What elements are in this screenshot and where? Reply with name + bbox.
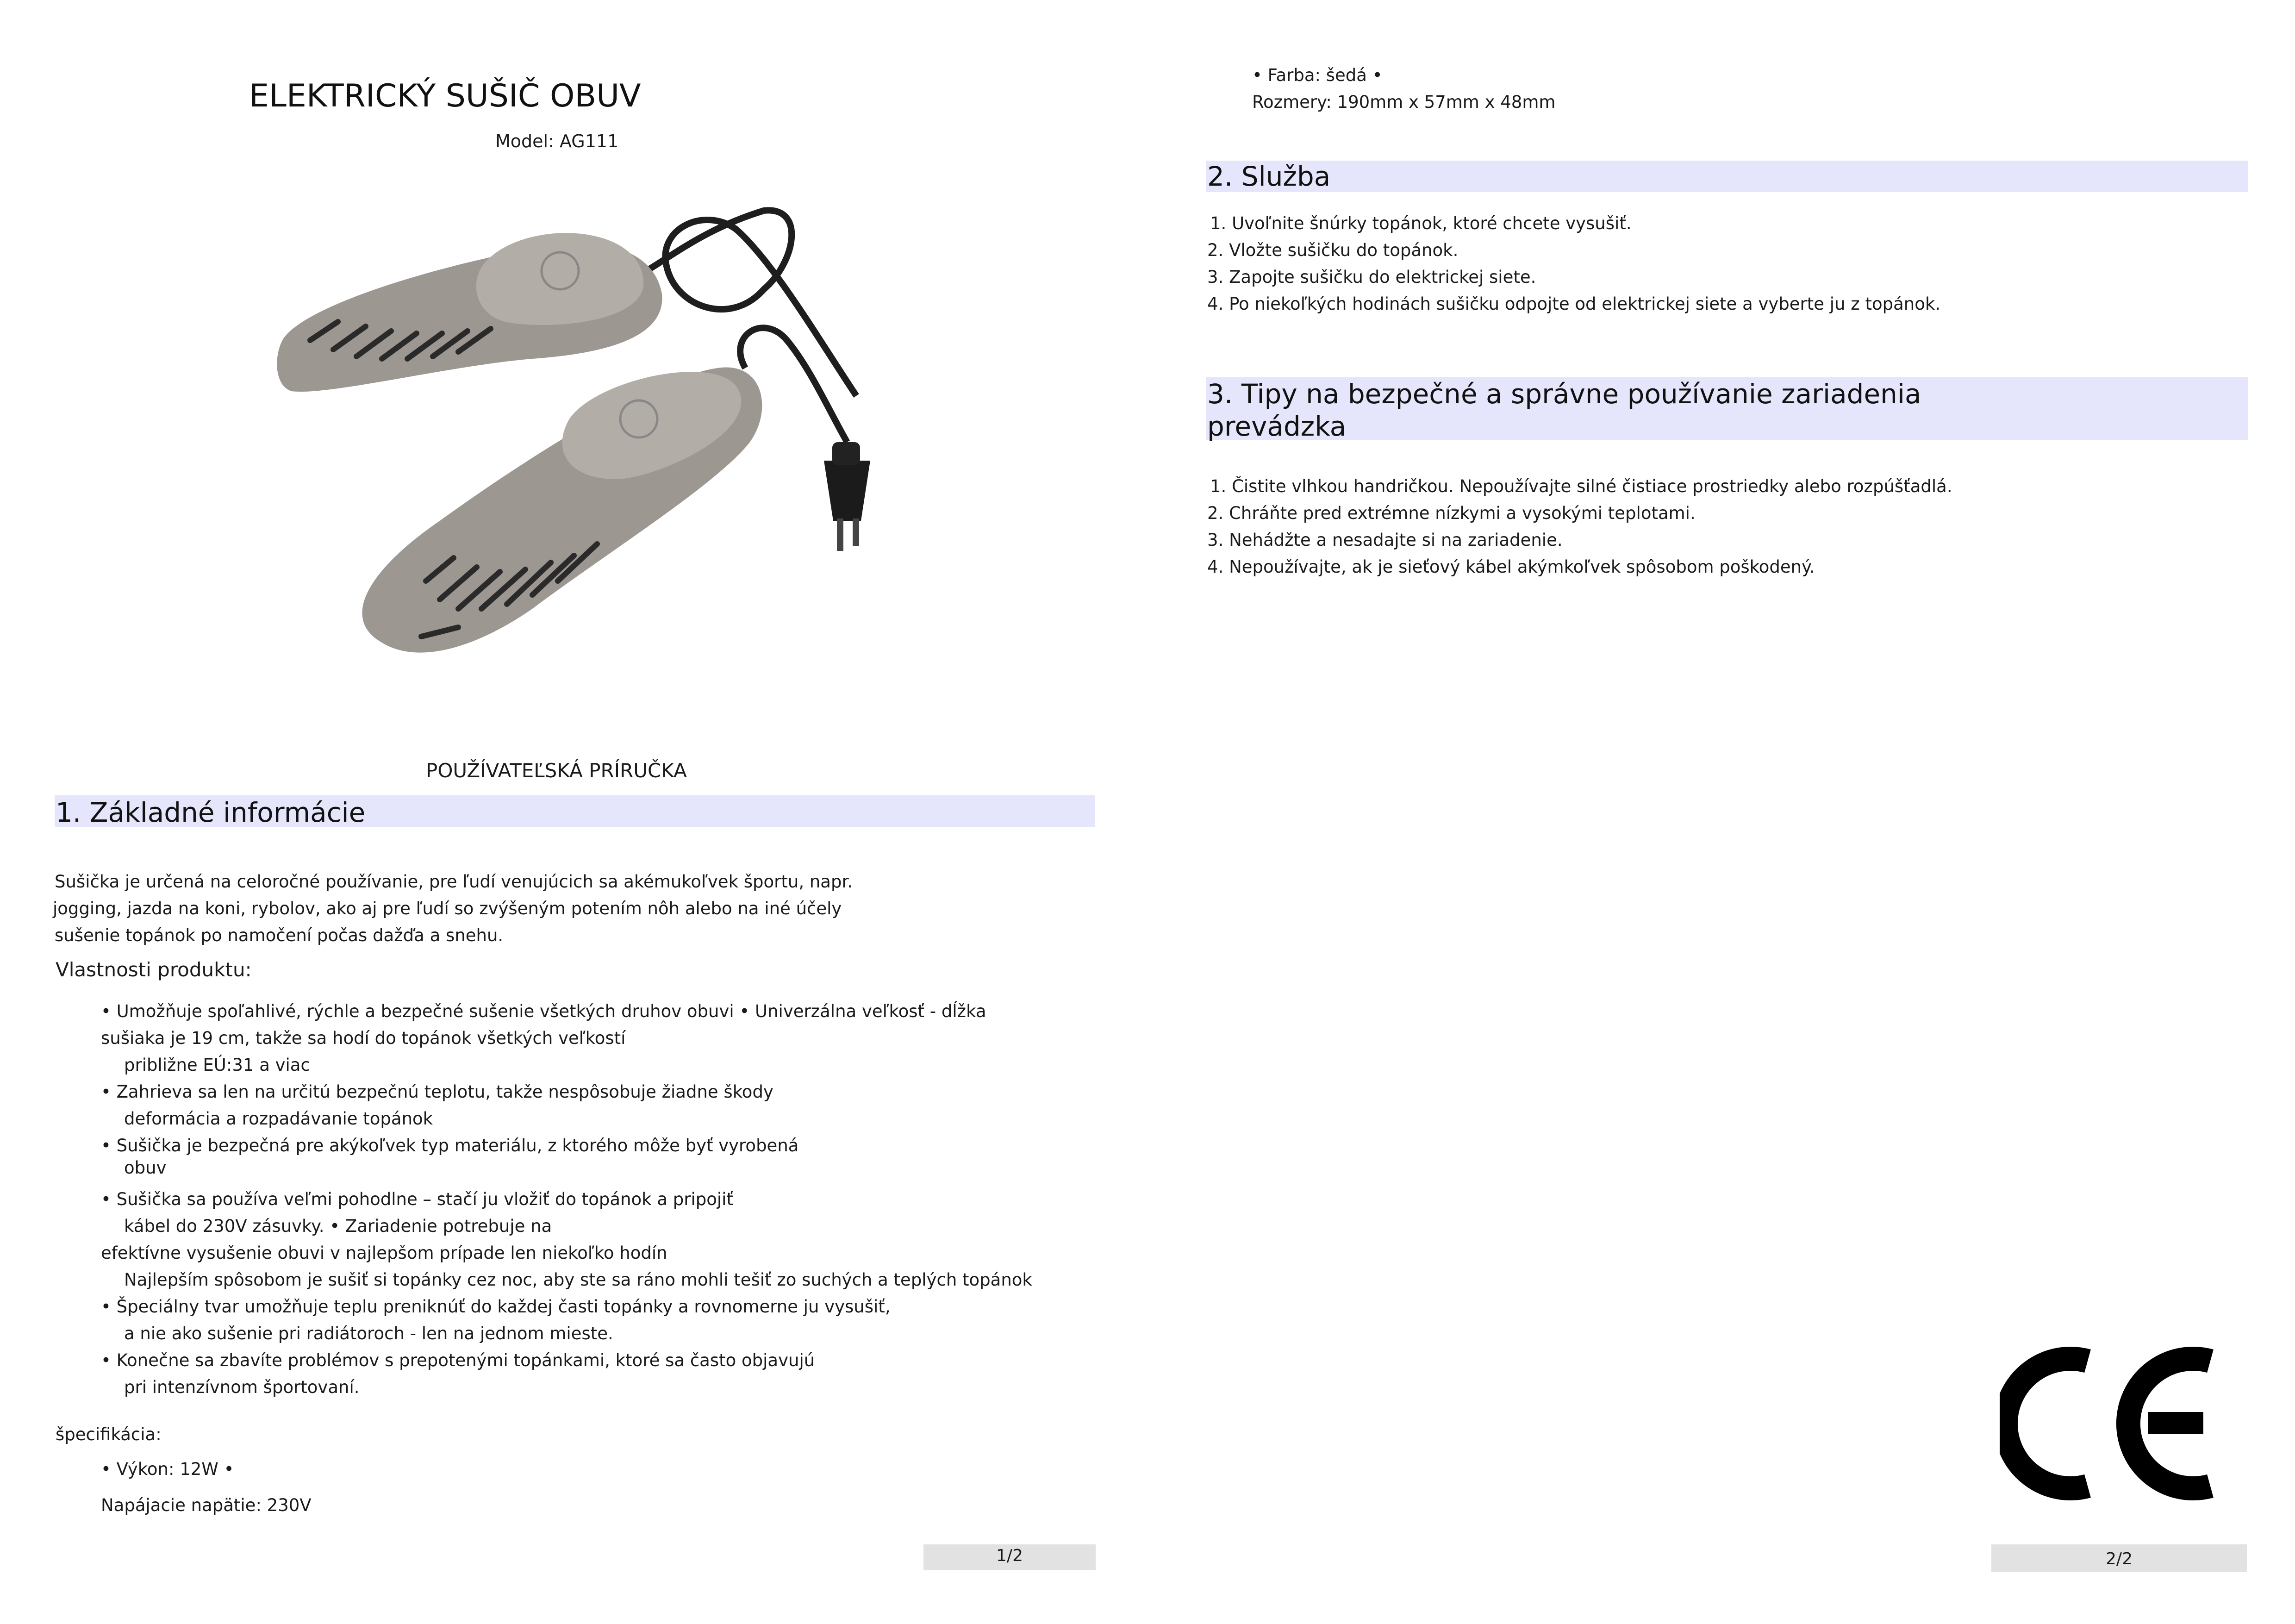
plug-icon bbox=[824, 442, 870, 551]
intro-paragraph bbox=[55, 868, 853, 949]
ce-mark-icon bbox=[2000, 1343, 2222, 1505]
list-item: 4. Nepoužívajte, ak je sieťový kábel akýmkoľvek spôsobom poškodený. bbox=[1207, 557, 1815, 577]
intro-line: jogging, jazda na koni, rybolov, ako aj pre ľudí so zvýšeným potením nôh alebo na iné účely bbox=[53, 899, 842, 918]
section1-heading: 1. Základné informácie bbox=[56, 797, 366, 828]
features-heading: Vlastnosti produktu: bbox=[56, 958, 252, 981]
product-photo bbox=[273, 201, 893, 687]
feature-line: • Umožňuje spoľahlivé, rýchle a bezpečné sušenie všetkých druhov obuvi • Univerzálna veľkosť - dĺžka bbox=[101, 1001, 986, 1021]
feature-line: približne EÚ:31 a viac bbox=[124, 1055, 310, 1075]
section3-heading-line: 3. Tipy na bezpečné a správne používanie zariadenia bbox=[1207, 378, 1921, 410]
list-item: 2. Vložte sušičku do topánok. bbox=[1207, 240, 1459, 260]
section2-heading: 2. Služba bbox=[1207, 161, 1331, 192]
feature-line: • Zahrieva sa len na určitú bezpečnú teplotu, takže nespôsobuje žiadne škody bbox=[101, 1082, 773, 1102]
service-steps bbox=[1207, 210, 1940, 318]
spec-heading: špecifikácia: bbox=[56, 1424, 162, 1444]
spec-line: • Výkon: 12W • bbox=[101, 1459, 234, 1479]
list-item: 3. Nehádžte a nesadajte si na zariadenie. bbox=[1207, 530, 1563, 550]
lower-dryer bbox=[362, 368, 762, 653]
list-item: 2. Chráňte pred extrémne nízkymi a vysokými teplotami. bbox=[1207, 503, 1696, 523]
feature-line: sušiaka je 19 cm, takže sa hodí do topánok všetkých veľkostí bbox=[101, 1028, 626, 1048]
list-item: 1. Čistite vlhkou handričkou. Nepoužívajte silné čistiace prostriedky alebo rozpúšťadlá. bbox=[1210, 476, 1952, 496]
spec-line: Napájacie napätie: 230V bbox=[101, 1495, 312, 1515]
upper-dryer bbox=[277, 233, 662, 392]
page-number-2: 2/2 bbox=[1991, 1544, 2247, 1572]
feature-line: • Konečne sa zbavíte problémov s prepotenými topánkami, ktoré sa často objavujú bbox=[101, 1350, 815, 1370]
feature-line: obuv bbox=[124, 1158, 167, 1178]
ce-mark bbox=[2000, 1343, 2222, 1505]
feature-line: kábel do 230V zásuvky. • Zariadenie potrebuje na bbox=[124, 1216, 552, 1236]
feature-line: • Sušička sa používa veľmi pohodlne – stačí ju vložiť do topánok a pripojiť bbox=[101, 1189, 733, 1209]
intro-line: Sušička je určená na celoročné používanie, pre ľudí venujúcich sa akémukoľvek športu, napr. bbox=[55, 872, 853, 892]
feature-line: Najlepším spôsobom je sušiť si topánky cez noc, aby ste sa ráno mohli tešiť zo suchých a teplých topánok bbox=[124, 1270, 1032, 1290]
spec-line: • Farba: šedá • bbox=[1252, 65, 1383, 85]
manual-label: POUŽÍVATEĽSKÁ PRÍRUČKA bbox=[426, 759, 687, 782]
spec-list bbox=[101, 1456, 312, 1519]
list-item: 1. Uvoľnite šnúrky topánok, ktoré chcete vysušiť. bbox=[1210, 213, 1632, 233]
document-title: ELEKTRICKÝ SUŠIČ OBUV bbox=[249, 78, 641, 114]
spec-continued bbox=[1252, 62, 1555, 116]
feature-line: • Špeciálny tvar umožňuje teplu preniknúť do každej časti topánky a rovnomerne ju vysušiť, bbox=[101, 1297, 891, 1317]
list-item: 4. Po niekoľkých hodinách sušičku odpojte od elektrickej siete a vyberte ju z topánok. bbox=[1207, 294, 1941, 314]
list-item: 3. Zapojte sušičku do elektrickej siete. bbox=[1207, 267, 1536, 287]
section3-heading-line: prevádzka bbox=[1207, 411, 1347, 442]
model-number: Model: AG111 bbox=[495, 131, 619, 151]
features-list bbox=[101, 998, 1032, 1401]
feature-line: pri intenzívnom športovaní. bbox=[124, 1377, 360, 1397]
page-number-1: 1/2 bbox=[923, 1544, 1096, 1570]
shoe-dryer-illustration bbox=[273, 201, 893, 687]
section3-heading bbox=[1207, 378, 1921, 443]
feature-line: • Sušička je bezpečná pre akýkoľvek typ materiálu, z ktorého môže byť vyrobená bbox=[101, 1136, 799, 1156]
safety-tips bbox=[1207, 473, 1952, 581]
section2-heading-bar bbox=[1206, 161, 2248, 192]
intro-line: sušenie topánok po namočení počas dažďa a snehu. bbox=[55, 925, 504, 945]
spec-line: Rozmery: 190mm x 57mm x 48mm bbox=[1252, 92, 1556, 112]
feature-line: efektívne vysušenie obuvi v najlepšom prípade len niekoľko hodín bbox=[101, 1243, 667, 1263]
feature-line: deformácia a rozpadávanie topánok bbox=[124, 1109, 433, 1129]
feature-line: a nie ako sušenie pri radiátoroch - len na jednom mieste. bbox=[124, 1324, 613, 1343]
